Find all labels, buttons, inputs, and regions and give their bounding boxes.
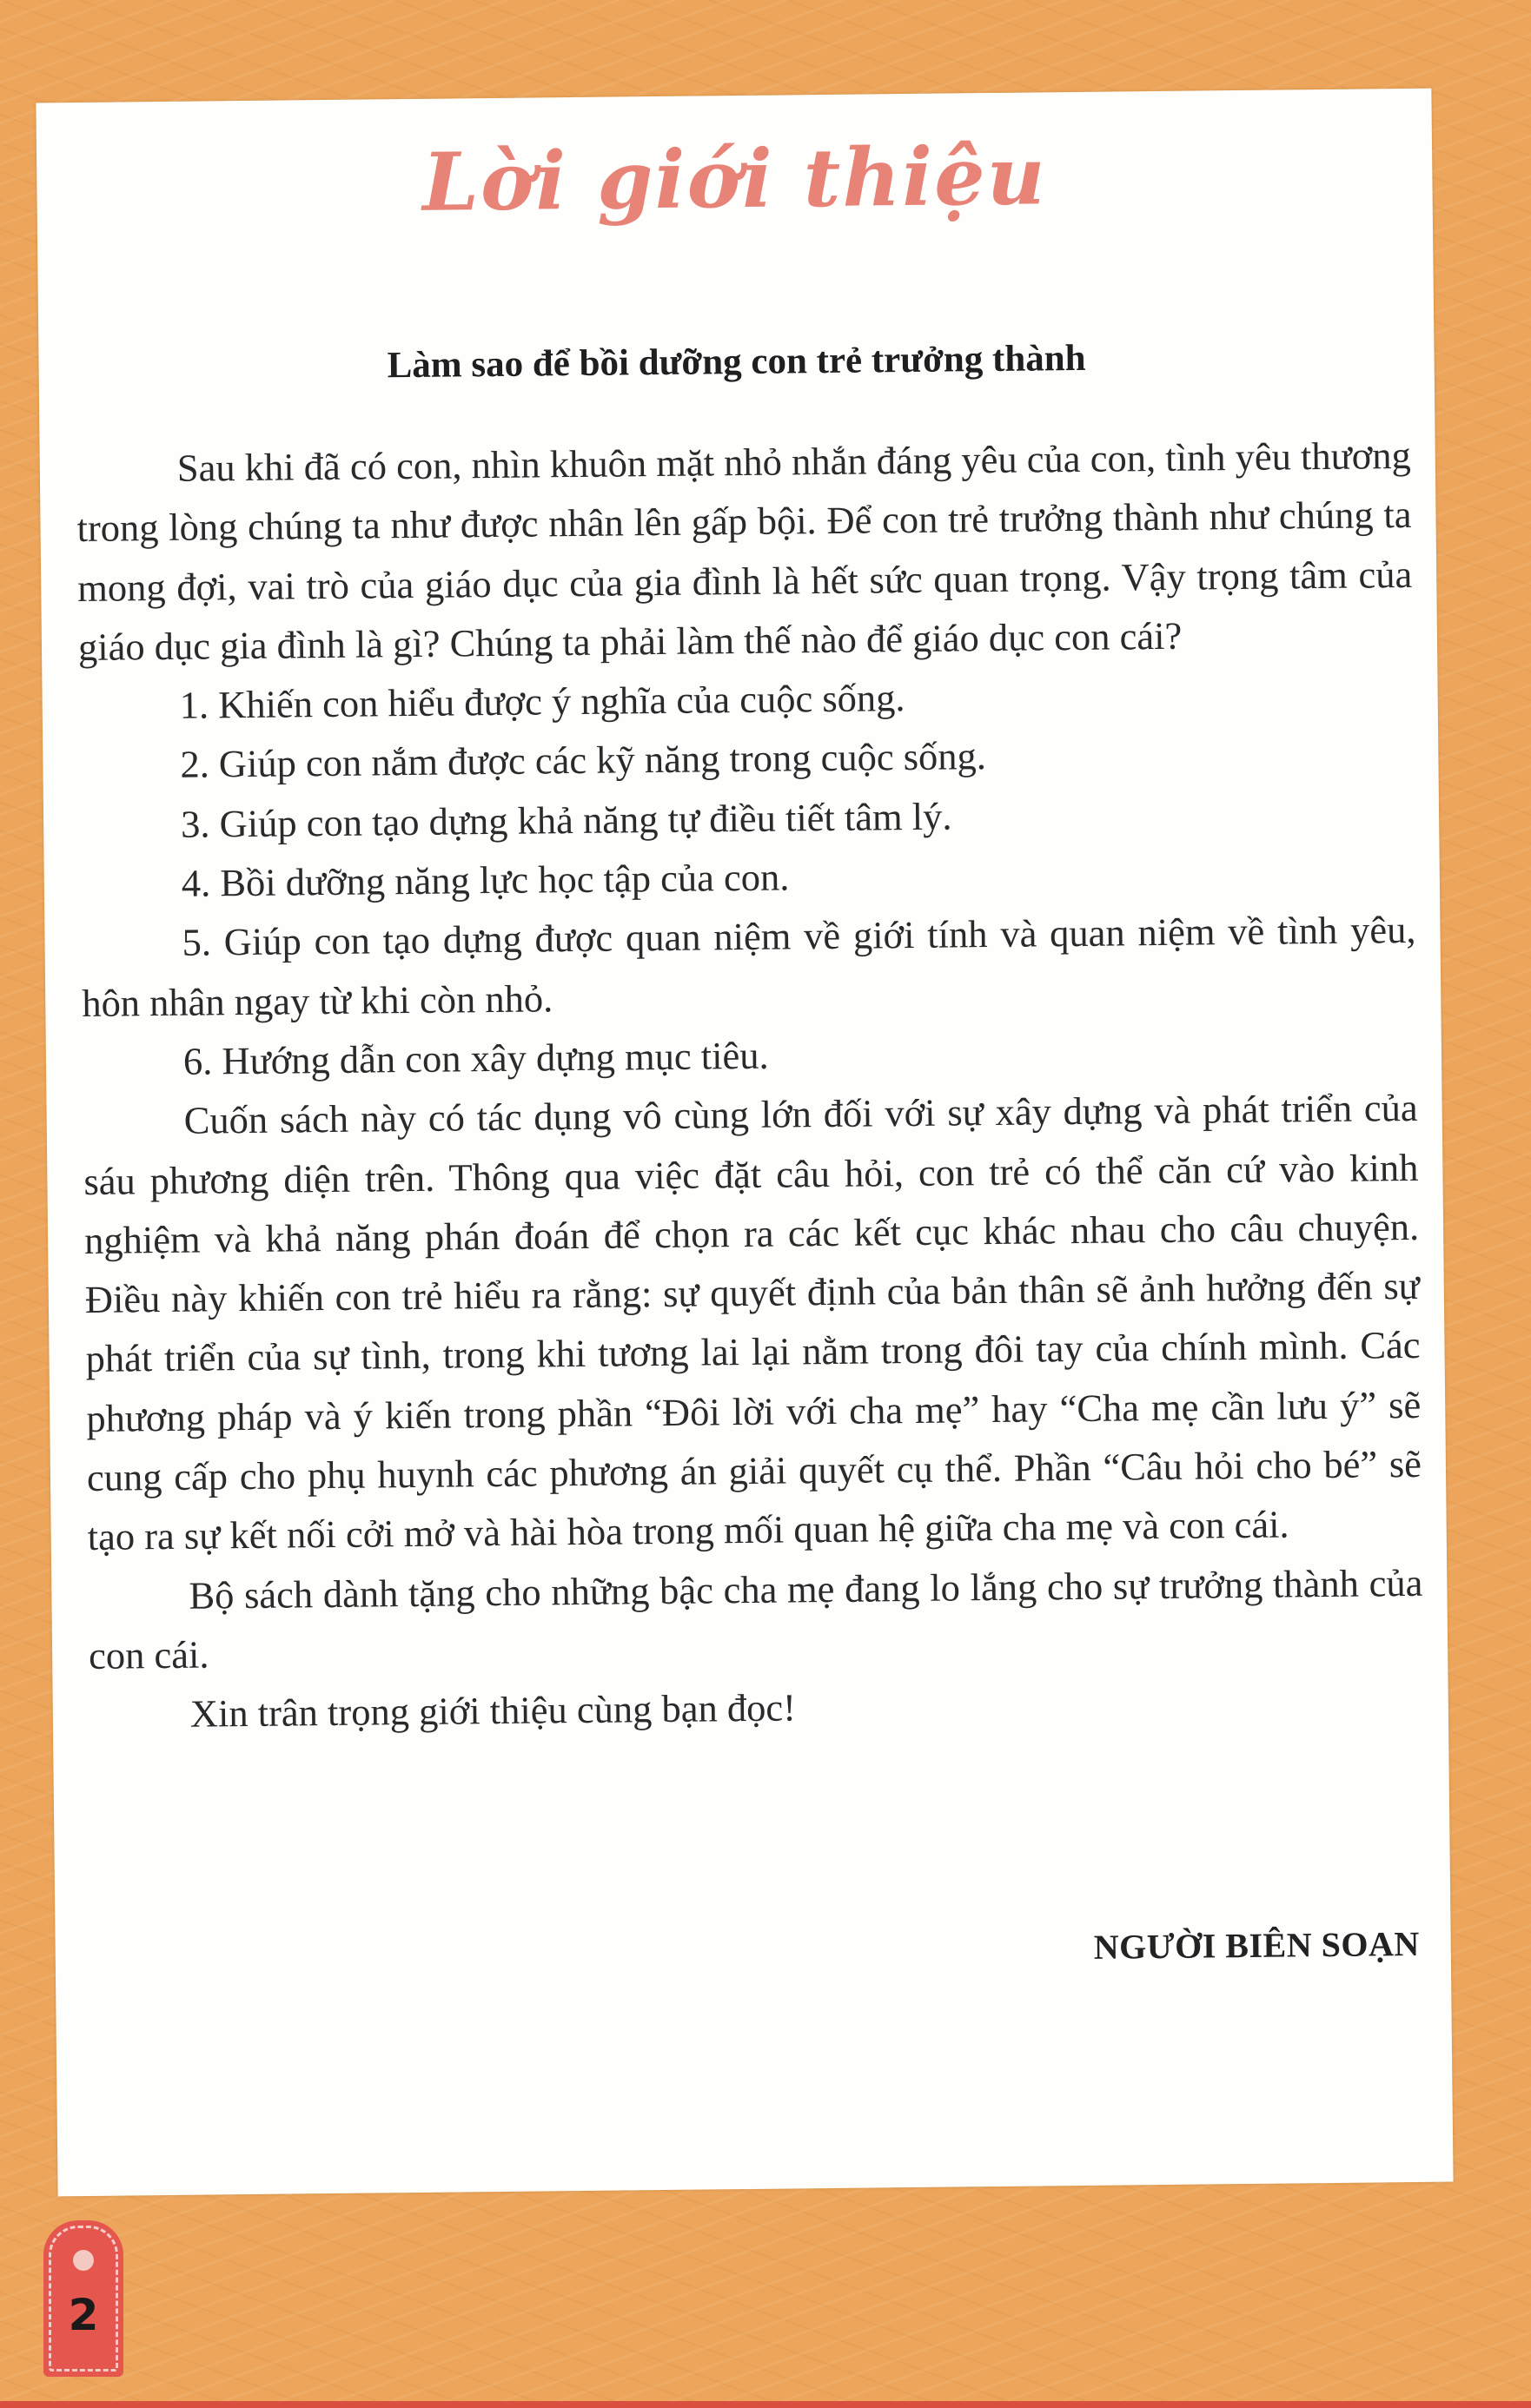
bottom-edge-stripe	[0, 2401, 1531, 2408]
closing-paragraph: Xin trân trọng giới thiệu cùng bạn đọc!	[189, 1685, 797, 1736]
list-item: 3. Giúp con tạo dựng khả năng tự điều tiết tâm lý.	[180, 794, 952, 846]
page-sheet	[36, 89, 1453, 2197]
page-title: Lời giới thiệu	[421, 129, 1048, 229]
list-item: 4. Bồi dưỡng năng lực học tập của con.	[181, 855, 790, 905]
tab-hole-icon	[73, 2250, 94, 2271]
list-item: 2. Giúp con nắm được các kỹ năng trong cuộc sống.	[180, 734, 987, 787]
body-text	[76, 426, 1424, 1745]
list-item: 5. Giúp con tạo dựng được quan niệm về giới tính và quan niệm về tình yêu, hôn nhân ngay từ khi còn nhỏ.	[82, 908, 1416, 1025]
list-item: 1. Khiến con hiểu được ý nghĩa của cuộc sống.	[179, 676, 905, 727]
intro-paragraph: Sau khi đã có con, nhìn khuôn mặt nhỏ nhắn đáng yêu của con, tình yêu thương trong lòng chúng ta như được nhân lên gấp bội. Để con trẻ trưởng thành như chúng ta mong đợi, vai trò của giáo dục của gia đình là hết sức quan trọng. Vậy trọng tâm của giáo dục gia đình là gì? Chúng ta phải làm thế nào để giáo dục con cái?	[76, 433, 1413, 669]
body-paragraph: Bộ sách dành tặng cho những bậc cha mẹ đang lo lắng cho sự trưởng thành của con cái.	[88, 1560, 1423, 1677]
body-paragraph: Cuốn sách này có tác dụng vô cùng lớn đối với sự xây dựng và phát triển của sáu phương diện trên. Thông qua việc đặt câu hỏi, con trẻ có thể căn cứ vào kinh nghiệm và khả năng phán đoán để chọn ra các kết cục khác nhau cho câu chuyện. Điều này khiến con trẻ hiểu ra rằng: sự quyết định của bản thân sẽ ảnh hưởng đến sự phát triển của sự tình, trong khi tương lai lại nằm trong đôi tay của chính mình. Các phương pháp và ý kiến trong phần “Đôi lời với cha mẹ” hay “Cha mẹ cần lưu ý” sẽ cung cấp cho phụ huynh các phương án giải quyết cụ thể. Phần “Câu hỏi cho bé” sẽ tạo ra sự kết nối cởi mở và hài hòa trong mối quan hệ giữa cha mẹ và con cái.	[83, 1086, 1422, 1559]
author-signature: NGƯỜI BIÊN SOẠN	[1093, 1923, 1420, 1967]
list-item: 6. Hướng dẫn con xây dựng mục tiêu.	[182, 1033, 769, 1083]
page-number: 2	[68, 2290, 99, 2340]
page-number-tab	[43, 2220, 123, 2377]
page-subtitle: Làm sao để bồi dưỡng con trẻ trưởng thành	[387, 337, 1086, 387]
